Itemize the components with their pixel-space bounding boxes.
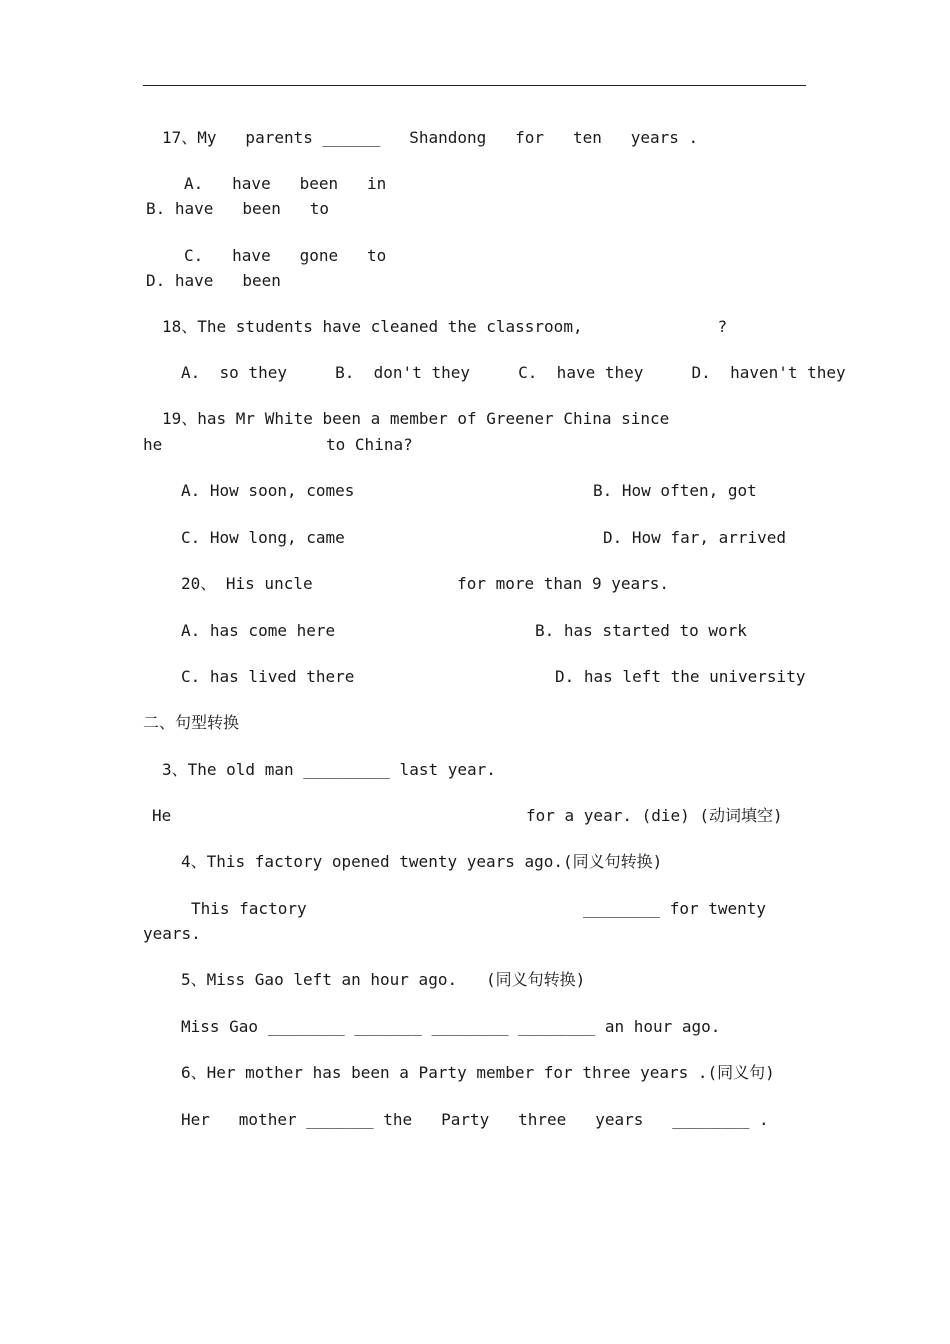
q17-stem: 17、My parents ______ Shandong for ten years . — [162, 128, 699, 147]
s4-answer-start: This factory — [191, 899, 307, 918]
section2-heading: 二、句型转换 — [143, 713, 240, 732]
q20-option-a: A. has come here — [181, 621, 336, 640]
s5-answer: Miss Gao ________ _______ ________ ________ an hour ago. — [181, 1017, 721, 1036]
q19-stem-line1: 19、has Mr White been a member of Greener China since — [162, 409, 670, 428]
q19-stem-line2: he to China? — [143, 435, 413, 454]
q17-option-d: D. have been — [146, 271, 281, 290]
s6-answer: Her mother _______ the Party three years ________ . — [181, 1110, 769, 1129]
s3-answer-start: He — [152, 806, 172, 825]
q20-stem: 20、 His uncle for more than 9 years. — [181, 574, 670, 593]
q20-option-c: C. has lived there — [181, 667, 355, 686]
q19-option-a: A. How soon, comes — [181, 481, 355, 500]
s3-stem: 3、The old man _________ last year. — [162, 760, 496, 779]
q19-option-b: B. How often, got — [593, 481, 757, 500]
q18-options: A. so they B. don't they C. have they D. haven't they — [181, 363, 846, 382]
s4-stem: 4、This factory opened twenty years ago.(同义句转换) — [181, 852, 663, 871]
q18-stem: 18、The students have cleaned the classroom, ? — [162, 317, 728, 336]
s5-stem: 5、Miss Gao left an hour ago. (同义句转换) — [181, 970, 586, 989]
header-rule — [143, 85, 806, 86]
q19-option-d: D. How far, arrived — [603, 528, 787, 547]
q20-option-b: B. has started to work — [535, 621, 747, 640]
q17-option-b: B. have been to — [146, 199, 330, 218]
q19-option-c: C. How long, came — [181, 528, 345, 547]
s4-answer-wrap: years. — [143, 924, 201, 943]
q17-option-c: C. have gone to — [184, 246, 387, 265]
s3-answer-end: for a year. (die) (动词填空) — [526, 806, 783, 825]
q17-option-a: A. have been in — [184, 174, 387, 193]
q20-option-d: D. has left the university — [555, 667, 806, 686]
s4-answer-end: ________ for twenty — [583, 899, 767, 918]
s6-stem: 6、Her mother has been a Party member for three years .(同义句) — [181, 1063, 775, 1082]
